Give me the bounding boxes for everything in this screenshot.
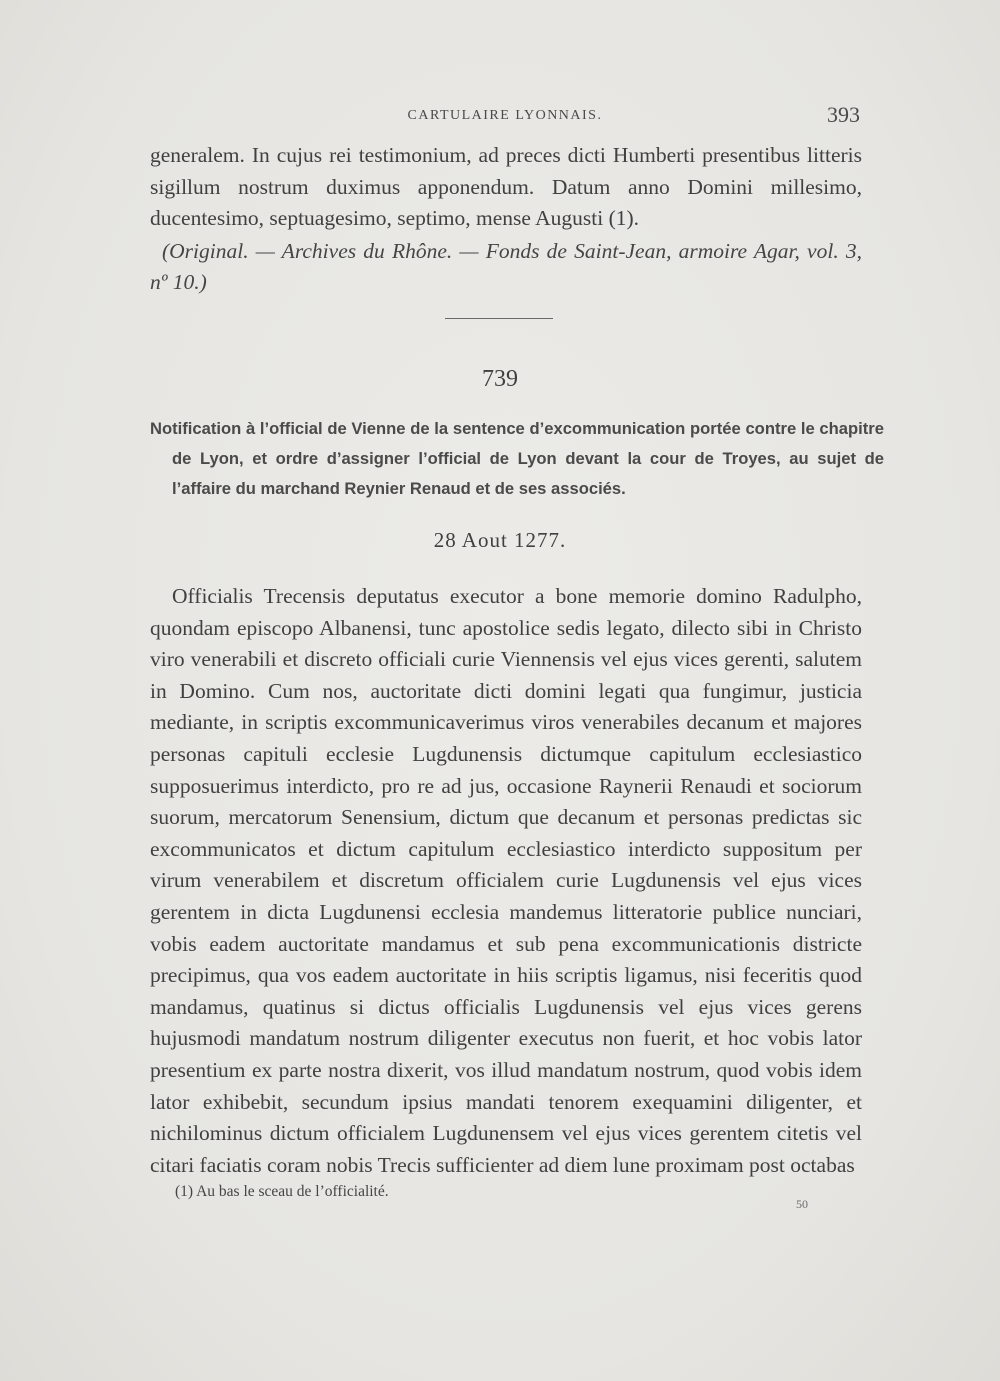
footnote: (1) Au bas le sceau de l’officialité. xyxy=(175,1183,389,1200)
source-citation: (Original. — Archives du Rhône. — Fonds de Saint-Jean, armoire Agar, vol. 3, nº 10.) xyxy=(150,239,862,294)
signature-mark: 50 xyxy=(796,1197,808,1211)
running-title: CARTULAIRE LYONNAIS. xyxy=(407,108,603,123)
charter-text: Officialis Trecensis deputatus executor a bone memorie domino Radulpho, quondam episcopo Albanensi, tunc apostolice sedis legato, dilecto sibi in Christo viro venerabili et discreto officiali curie Viennensis vel ejus vices gerenti, salutem in Domino. Cum nos, auctoritate dicti domini legati qua fungimur, justicia mediante, in scriptis excommunicaverimus viros venerabiles decanum et majores personas capituli ecclesie Lugdunensis dictumque capitulum ecclesiastico supposuerimus interdicto, pro re ad jus, occasione Raynerii Renaudi et sociorum suorum, mercatorum Senensium, dictum que decanum et personas predictas sic excommunicatos et dictum capitulum ecclesiastico interdicto suppositum per virum venerabilem et discretum officialem curie Lugdunensis vel ejus vices gerentem in dicta Lugdunensi ecclesia mandemus litteratorie publice nunciari, vobis eadem auctoritate mandamus et sub pena excommunicationis districte precipimus, qua vos eadem auctoritate in hiis scriptis ligamus, nisi feceritis quod mandamus, quatinus si dictus officialis Lugdunensis vel ejus vices gerens hujusmodi mandatum nostrum diligenter executus non fuerit, et hoc vobis lator presentium ex parte nostra dixerit, vos illud mandatum nostrum, quod vobis idem lator exhibebit, secundum ipsius mandati tenorem exequamini diligenter, et nichilominus dictum officialem Lugdunensem vel ejus vices gerentem citetis vel citari faciatis coram nobis Trecis sufficienter ad diem lune proximam post octabas xyxy=(150,584,862,1177)
charter-date: 28 Aout 1277. xyxy=(433,528,567,552)
page-number: 393 xyxy=(827,102,860,127)
running-head xyxy=(150,102,860,132)
section-divider xyxy=(445,318,553,319)
charter-number: 739 xyxy=(482,366,518,392)
charter-summary: Notification à l’official de Vienne de la sentence d’excommunication portée contre le chapitre de Lyon, et ordre d’assigner l’official de Lyon devant la cour de Troyes, au sujet de l’affaire du marchand Reynier Renaud et de ses associés. xyxy=(150,419,884,498)
previous-charter-text: generalem. In cujus rei testimonium, ad preces dicti Humberti presentibus litteris sigillum nostrum duximus apponendum. Datum anno Domini millesimo, ducentesimo, septuagesimo, septimo, mense Augusti (1). xyxy=(150,143,862,231)
